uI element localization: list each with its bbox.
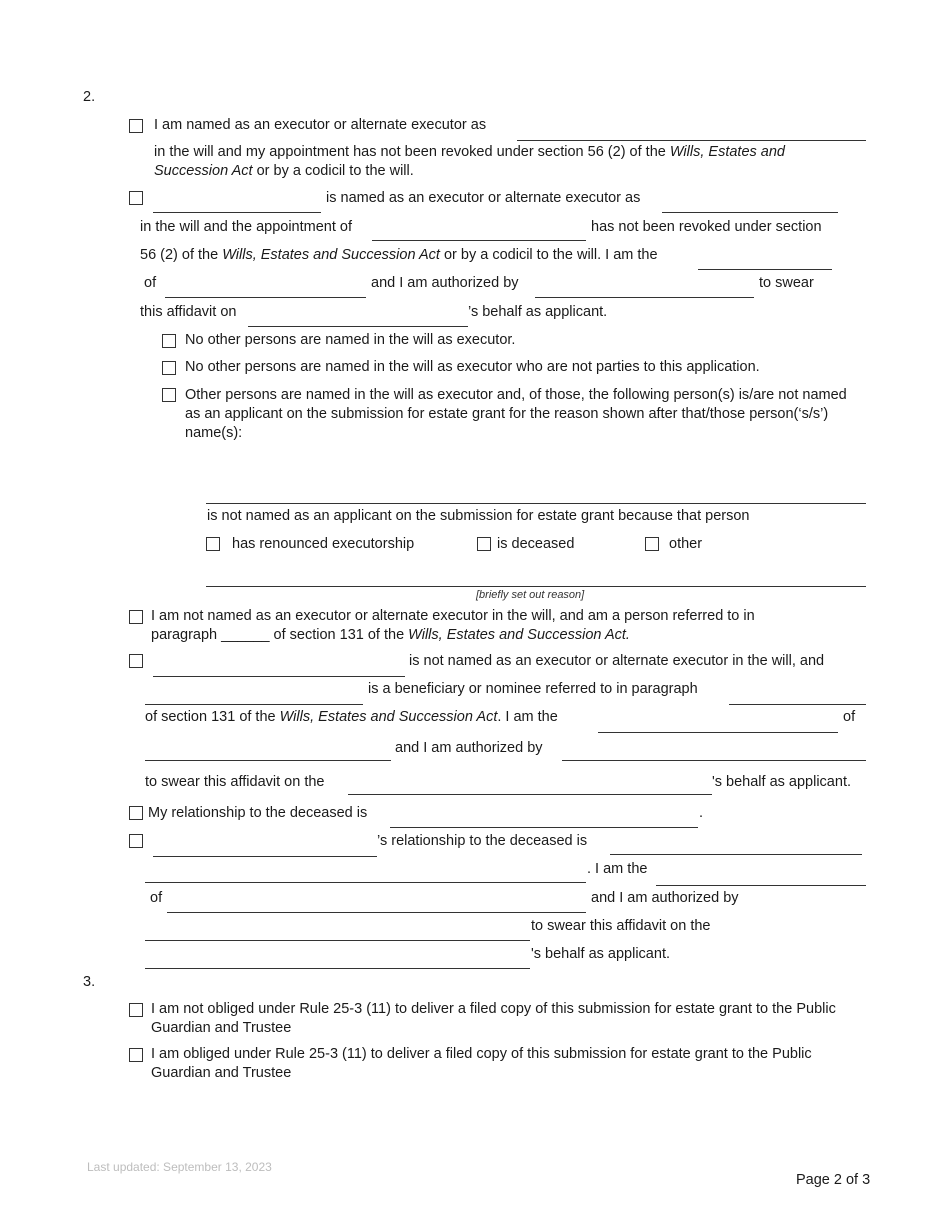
label: and I am authorized by [591, 890, 739, 906]
checkbox-other-not-named-executor[interactable] [129, 654, 143, 668]
executor-as-field[interactable] [517, 140, 866, 141]
label: and I am authorized by [395, 740, 543, 756]
checkbox-renounced[interactable] [206, 537, 220, 551]
checkbox-named-executor[interactable] [129, 119, 143, 133]
relationship-continued-field[interactable] [145, 882, 586, 883]
label: of [843, 709, 856, 725]
label: to swear [759, 275, 814, 291]
reason-caption: [briefly set out reason] [476, 589, 585, 601]
label: is not named as an executor or alternate executor in the will, and [409, 653, 825, 669]
label: 's behalf as applicant. [712, 774, 851, 790]
label: to swear this affidavit on the [145, 774, 325, 790]
label: in the will and my appointment has not been revoked under section 56 (2) of the Wills, Estates and [154, 144, 785, 160]
label: ’s behalf as applicant. [468, 304, 608, 320]
label: has not been revoked under section [591, 219, 822, 235]
checkbox-other-named-executor[interactable] [129, 191, 143, 205]
label: and I am authorized by [371, 275, 519, 291]
authorized-by-field[interactable] [535, 297, 754, 298]
label: I am not obliged under Rule 25-3 (11) to deliver a filed copy of this submission for estate grant to the Public Guardian and Trustee [151, 1001, 836, 1036]
of-field-2[interactable] [145, 760, 391, 761]
of-field-3[interactable] [167, 912, 586, 913]
checkbox-other-relationship[interactable] [129, 834, 143, 848]
label: Succession Act or by a codicil to the will. [154, 163, 414, 179]
executor-as-field-2[interactable] [662, 212, 838, 213]
label: is deceased [497, 536, 575, 552]
affidavit-on-field-3[interactable] [145, 968, 530, 969]
relationship-field[interactable] [390, 827, 698, 828]
page-number: Page 2 of 3 [796, 1172, 871, 1188]
authorized-by-field-2[interactable] [562, 760, 866, 761]
i-am-the-field[interactable] [698, 269, 832, 270]
section-number-2: 2. [83, 89, 96, 105]
i-am-the-field-2[interactable] [598, 732, 838, 733]
checkbox-other-executors-named[interactable] [162, 388, 176, 402]
checkbox-no-other-executors[interactable] [162, 334, 176, 348]
label: other [669, 536, 703, 552]
label: Other persons are named in the will as executor and, of those, the following person(s) is/are not named as an applicant on the submission for estate grant for the reason shown after that/those person(‘s/s’) name(s): [185, 387, 847, 441]
label: paragraph ______ of section 131 of the Wills, Estates and Succession Act. [151, 627, 630, 643]
last-updated: Last updated: September 13, 2023 [87, 1160, 272, 1174]
label: is named as an executor or alternate executor as [326, 190, 641, 206]
person-name-field[interactable] [206, 503, 866, 504]
label: in the will and the appointment of [140, 219, 352, 235]
beneficiary-name-field[interactable] [145, 704, 363, 705]
checkbox-obliged-pgt[interactable] [129, 1048, 143, 1062]
label: is a beneficiary or nominee referred to in paragraph [368, 681, 698, 697]
label: 's behalf as applicant. [531, 946, 670, 962]
label: to swear this affidavit on the [531, 918, 711, 934]
checkbox-deceased[interactable] [477, 537, 491, 551]
executor-name-field[interactable] [153, 212, 321, 213]
label: . [699, 805, 704, 821]
label: No other persons are named in the will as executor. [185, 332, 516, 348]
checkbox-not-named-executor[interactable] [129, 610, 143, 624]
person-name-field-2[interactable] [153, 676, 405, 677]
label: ’s relationship to the deceased is [377, 833, 588, 849]
authorized-by-field-3[interactable] [145, 940, 530, 941]
person-name-field-3[interactable] [153, 856, 377, 857]
label: this affidavit on [140, 304, 237, 320]
of-field[interactable] [165, 297, 366, 298]
affidavit-on-field-2[interactable] [348, 794, 712, 795]
label: I am obliged under Rule 25-3 (11) to deliver a filed copy of this submission for estate grant to the Public Guardian and Trustee [151, 1046, 812, 1081]
label: 56 (2) of the Wills, Estates and Succession Act or by a codicil to the will. I am the [140, 247, 658, 263]
section-number-3: 3. [83, 974, 96, 990]
label: . I am the [587, 861, 648, 877]
i-am-the-field-3[interactable] [656, 885, 866, 886]
checkbox-not-obliged-pgt[interactable] [129, 1003, 143, 1017]
label: I am not named as an executor or alternate executor in the will, and am a person referred to in [151, 608, 755, 624]
label: I am named as an executor or alternate executor as [154, 117, 487, 133]
checkbox-my-relationship[interactable] [129, 806, 143, 820]
label: of [150, 890, 163, 906]
affidavit-on-field[interactable] [248, 326, 468, 327]
paragraph-field[interactable] [729, 704, 866, 705]
appointment-of-field[interactable] [372, 240, 586, 241]
label: No other persons are named in the will as executor who are not parties to this application. [185, 359, 760, 375]
label: My relationship to the deceased is [148, 805, 368, 821]
checkbox-other-reason[interactable] [645, 537, 659, 551]
relationship-field-2[interactable] [610, 854, 862, 855]
label: of section 131 of the Wills, Estates and Succession Act. I am the [145, 709, 558, 725]
label: is not named as an applicant on the submission for estate grant because that person [207, 508, 750, 524]
checkbox-no-other-nonparty-executors[interactable] [162, 361, 176, 375]
label: has renounced executorship [232, 536, 415, 552]
label: of [144, 275, 157, 291]
